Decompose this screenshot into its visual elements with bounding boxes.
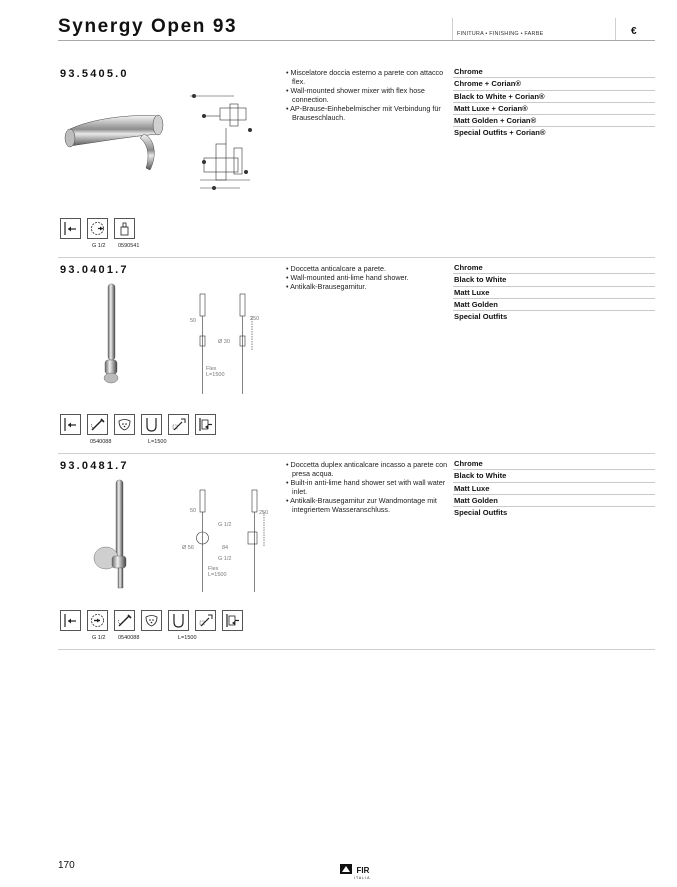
brand-name: FIR [356,866,370,875]
wall-inlet-icon [222,610,243,631]
finish-option[interactable]: Black to White [453,470,655,482]
section-divider [58,649,655,650]
finish-option[interactable]: Matt Luxe [453,287,655,299]
page-number: 170 [58,860,75,871]
finish-option[interactable]: Black to White [453,274,655,286]
finish-option[interactable]: Chrome [453,458,655,470]
finish-option[interactable]: Special Outfits [454,508,508,518]
length-label: L=1500 [206,372,225,378]
anti-lime-icon [114,414,135,435]
wall-inlet-icon [195,414,216,435]
thread-label: G 1/2 [218,556,232,562]
description-line: • Antikalk-Brausegarnitur. [286,282,367,292]
finish-option[interactable]: Matt Luxe [453,483,655,495]
hand-shower-icon [114,610,135,631]
description-line: • Wall-mounted anti-lime hand shower. [286,273,409,283]
half-inch-connection-icon [87,218,108,239]
finish-option[interactable]: Chrome [453,262,655,274]
finish-option[interactable]: Matt Golden [453,299,655,311]
feature-icons [60,610,243,631]
connection-label: G 1/2 [92,243,106,249]
wall-outlet-icon [60,218,81,239]
flex-label: Flex [206,366,217,372]
description-line: • Wall-mounted shower mixer with flex hose connection. [286,86,425,105]
product-code: 93.0401.7 [60,264,129,276]
dimension-label: 50 [190,508,197,514]
spare-part-code: 0540088 [118,635,140,641]
finish-list [453,262,655,322]
header-divider [615,18,616,40]
hose-length-label: L=1500 [148,439,167,445]
currency-label: € [631,26,637,37]
hand-shower-set-photo [90,478,134,596]
dimension-label: 250 [250,316,260,322]
hose-icon [168,610,189,631]
finish-column-label: FINITURA • FINISHING • FARBE [457,31,544,37]
diameter-label: Ø 56 [182,545,194,551]
finish-list [453,458,655,518]
shower-holder-icon [195,610,216,631]
product-description [286,460,450,515]
section-divider [58,453,655,454]
header-rule [58,40,655,41]
technical-drawing [186,486,270,596]
finish-option[interactable]: Matt Golden + Corian® [453,115,655,127]
shower-mixer-photo [62,104,168,176]
brand-logo [340,860,370,880]
shower-holder-icon [168,414,189,435]
length-label: L=1500 [208,572,227,578]
finish-list [453,66,655,139]
description-line: • AP-Brause-Einhebelmischer mit Verbindung für Brauseschlauch. [286,104,441,123]
half-inch-connection-icon [87,610,108,631]
wall-outlet-icon [60,610,81,631]
finish-option[interactable]: Special Outfits [454,312,508,322]
product-code: 93.5405.0 [60,68,129,80]
spare-part-code: 0540088 [90,439,112,445]
page-title: Synergy Open 93 [58,16,238,37]
spare-part-code: 0590541 [118,243,140,249]
product-description [286,264,448,291]
description-line: • Antikalk-Brausegarnitur zur Wandmontage mit integriertem Wasseranschluss. [286,496,437,515]
finish-option[interactable]: Special Outfits + Corian® [454,128,546,138]
anti-lime-icon [141,610,162,631]
finish-option[interactable]: Matt Golden [453,495,655,507]
dimension-label: 250 [259,510,269,516]
description-line: • Built-in anti-lime hand shower set with wall water inlet. [286,478,446,497]
technical-drawing [190,88,256,198]
wall-outlet-icon [60,414,81,435]
header-divider [452,18,453,40]
dimension-label: 50 [190,318,197,324]
finish-option[interactable]: Matt Luxe + Corian® [453,103,655,115]
section-divider [58,257,655,258]
finish-option[interactable]: Black to White + Corian® [453,91,655,103]
finish-option[interactable]: Chrome [453,66,655,78]
feature-icons [60,218,135,239]
hand-shower-icon [87,414,108,435]
dimension-label: Ø 30 [218,339,230,345]
thread-label: G 1/2 [218,522,232,528]
finish-option[interactable]: Chrome + Corian® [453,78,655,90]
hand-shower-photo [100,282,124,392]
flex-label: Flex [208,566,219,572]
cartridge-icon [114,218,135,239]
feature-icons [60,414,216,435]
hose-icon [141,414,162,435]
dimension-label: 84 [222,545,229,551]
brand-logo-icon [340,864,352,874]
hose-length-label: L=1500 [178,635,197,641]
description-line: • Doccetta duplex anticalcare incasso a parete con presa acqua. [286,460,448,479]
product-code: 93.0481.7 [60,460,129,472]
connection-label: G 1/2 [92,635,106,641]
product-description [286,68,448,123]
description-line: • Doccetta anticalcare a parete. [286,264,387,273]
brand-subtitle: ITALIA [354,876,371,880]
description-line: • Miscelatore doccia esterno a parete con attacco flex. [286,68,444,87]
